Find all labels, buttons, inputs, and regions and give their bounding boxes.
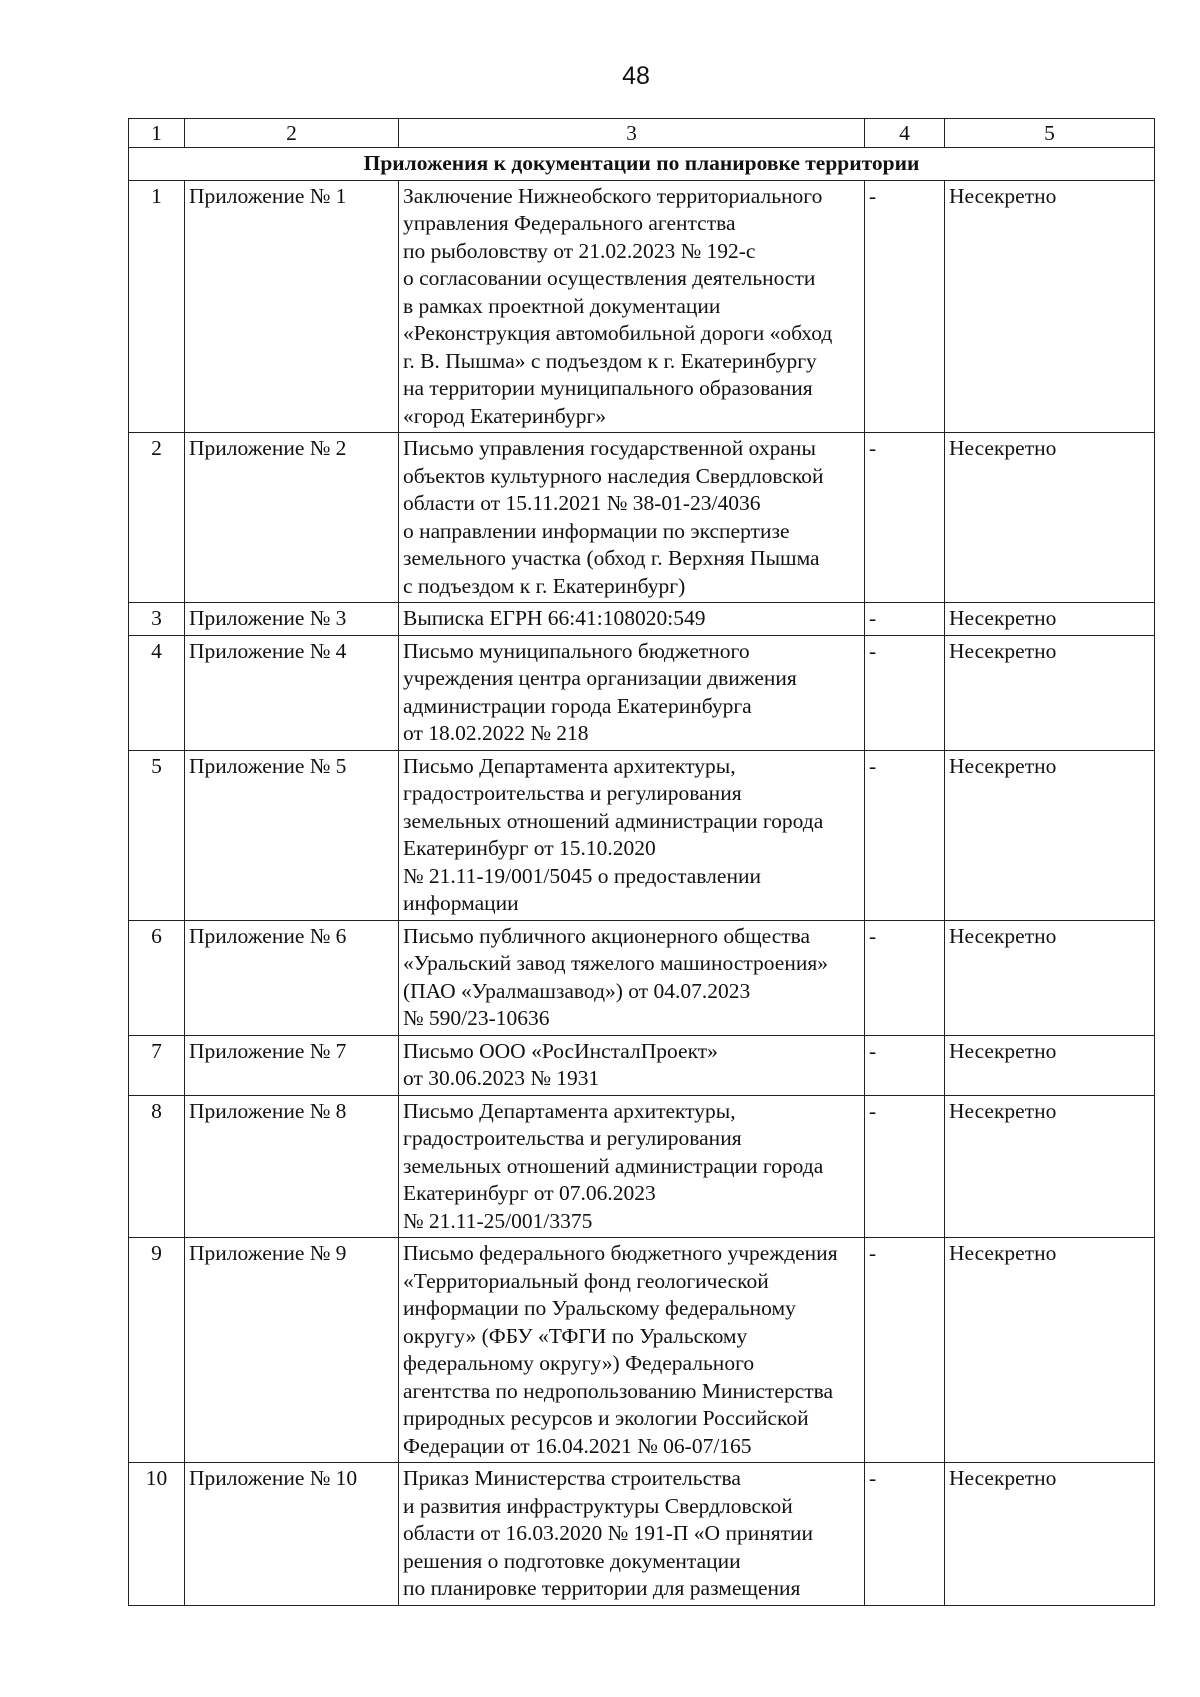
row-number: 7 xyxy=(129,1035,185,1095)
secrecy-status: Несекретно xyxy=(945,1238,1155,1463)
appendix-description: Письмо публичного акционерного общества «Уральский завод тяжелого машиностроения» (ПАО «Уралмашзавод») от 04.07.2023 № 590/23-10636 xyxy=(399,920,865,1035)
column-header-3: 3 xyxy=(399,119,865,148)
column-header-5: 5 xyxy=(945,119,1155,148)
appendix-name: Приложение № 4 xyxy=(185,635,399,750)
column-4-value: - xyxy=(865,1035,945,1095)
row-number: 6 xyxy=(129,920,185,1035)
secrecy-status: Несекретно xyxy=(945,603,1155,636)
secrecy-status: Несекретно xyxy=(945,1463,1155,1606)
table-row xyxy=(129,920,1155,1035)
appendix-name: Приложение № 6 xyxy=(185,920,399,1035)
column-4-value: - xyxy=(865,180,945,433)
column-4-value: - xyxy=(865,1095,945,1238)
table-row xyxy=(129,750,1155,920)
appendix-name: Приложение № 8 xyxy=(185,1095,399,1238)
column-header-2: 2 xyxy=(185,119,399,148)
column-4-value: - xyxy=(865,1463,945,1606)
section-title: Приложения к документации по планировке территории xyxy=(129,148,1155,181)
secrecy-status: Несекретно xyxy=(945,920,1155,1035)
table-row xyxy=(129,1463,1155,1606)
column-4-value: - xyxy=(865,433,945,603)
appendix-description: Приказ Министерства строительства и развития инфраструктуры Свердловской области от 16.03.2020 № 191-П «О принятии решения о подготовке документации по планировке территории для размещения xyxy=(399,1463,865,1606)
row-number: 4 xyxy=(129,635,185,750)
appendix-description: Выписка ЕГРН 66:41:108020:549 xyxy=(399,603,865,636)
section-row xyxy=(129,148,1155,181)
table-row xyxy=(129,1035,1155,1095)
table-row xyxy=(129,1095,1155,1238)
row-number: 8 xyxy=(129,1095,185,1238)
secrecy-status: Несекретно xyxy=(945,635,1155,750)
appendix-name: Приложение № 7 xyxy=(185,1035,399,1095)
appendix-description: Письмо Департамента архитектуры, градостроительства и регулирования земельных отношений администрации города Екатеринбург от 15.10.2020 № 21.11-19/001/5045 о предоставлении информации xyxy=(399,750,865,920)
table-row xyxy=(129,1238,1155,1463)
appendix-description: Письмо Департамента архитектуры, градостроительства и регулирования земельных отношений администрации города Екатеринбург от 07.06.2023 № 21.11-25/001/3375 xyxy=(399,1095,865,1238)
column-header-1: 1 xyxy=(129,119,185,148)
column-4-value: - xyxy=(865,1238,945,1463)
table-row xyxy=(129,603,1155,636)
column-4-value: - xyxy=(865,603,945,636)
appendix-description: Письмо ООО «РосИнсталПроект» от 30.06.2023 № 1931 xyxy=(399,1035,865,1095)
column-4-value: - xyxy=(865,635,945,750)
column-header-row xyxy=(129,119,1155,148)
row-number: 5 xyxy=(129,750,185,920)
row-number: 9 xyxy=(129,1238,185,1463)
appendix-name: Приложение № 5 xyxy=(185,750,399,920)
appendix-name: Приложение № 2 xyxy=(185,433,399,603)
secrecy-status: Несекретно xyxy=(945,750,1155,920)
secrecy-status: Несекретно xyxy=(945,433,1155,603)
row-number: 1 xyxy=(129,180,185,433)
appendix-name: Приложение № 3 xyxy=(185,603,399,636)
appendix-name: Приложение № 10 xyxy=(185,1463,399,1606)
page-number: 48 xyxy=(622,62,650,90)
column-header-4: 4 xyxy=(865,119,945,148)
appendix-table xyxy=(128,118,1155,1606)
secrecy-status: Несекретно xyxy=(945,1035,1155,1095)
appendix-description: Заключение Нижнеобского территориального управления Федерального агентства по рыболовству от 21.02.2023 № 192-с о согласовании осуществления деятельности в рамках проектной документации «Реконструкция автомобильной дороги «обход г. В. Пышма» с подъездом к г. Екатеринбургу на территории муниципального образования «город Екатеринбург» xyxy=(399,180,865,433)
table-row xyxy=(129,180,1155,433)
secrecy-status: Несекретно xyxy=(945,1095,1155,1238)
column-4-value: - xyxy=(865,920,945,1035)
secrecy-status: Несекретно xyxy=(945,180,1155,433)
row-number: 2 xyxy=(129,433,185,603)
appendix-name: Приложение № 1 xyxy=(185,180,399,433)
appendix-description: Письмо муниципального бюджетного учреждения центра организации движения администрации города Екатеринбурга от 18.02.2022 № 218 xyxy=(399,635,865,750)
appendix-description: Письмо управления государственной охраны объектов культурного наследия Свердловской области от 15.11.2021 № 38-01-23/4036 о направлении информации по экспертизе земельного участка (обход г. Верхняя Пышма с подъездом к г. Екатеринбург) xyxy=(399,433,865,603)
row-number: 3 xyxy=(129,603,185,636)
appendix-description: Письмо федерального бюджетного учреждения «Территориальный фонд геологической информации по Уральскому федеральному округу» (ФБУ «ТФГИ по Уральскому федеральному округу») Федерального агентства по недропользованию Министерства природных ресурсов и экологии Российской Федерации от 16.04.2021 № 06-07/165 xyxy=(399,1238,865,1463)
row-number: 10 xyxy=(129,1463,185,1606)
table-row xyxy=(129,635,1155,750)
appendix-name: Приложение № 9 xyxy=(185,1238,399,1463)
table-row xyxy=(129,433,1155,603)
column-4-value: - xyxy=(865,750,945,920)
